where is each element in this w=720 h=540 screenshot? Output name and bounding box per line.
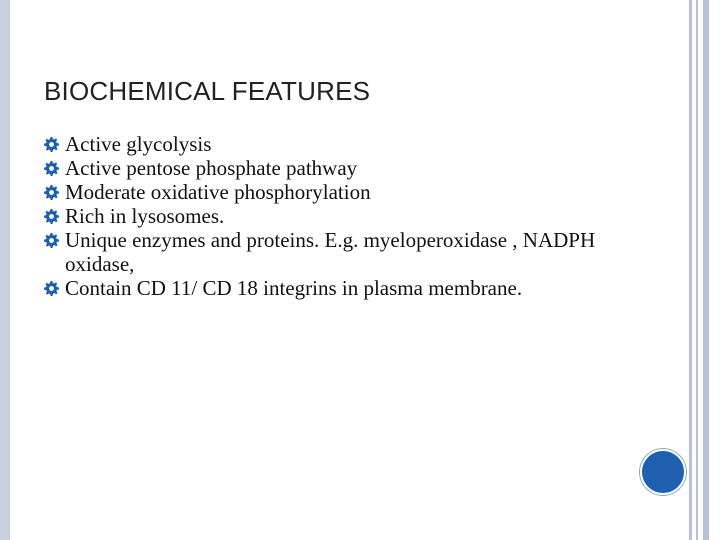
right-frame-line <box>703 0 709 540</box>
bullet-text: Contain CD 11/ CD 18 integrins in plasma membrane. <box>65 276 523 300</box>
slide-title: BIOCHEMICAL FEATURES <box>44 76 371 106</box>
right-frame-line <box>696 0 698 540</box>
gear-icon <box>44 209 59 224</box>
bullet-text: Active pentose phosphate pathway <box>65 156 358 180</box>
bullet-item <box>44 228 644 276</box>
left-frame-bar <box>0 0 10 540</box>
gear-icon <box>44 161 59 176</box>
decorative-circle <box>640 449 686 495</box>
bullet-text: Rich in lysosomes. <box>65 204 225 228</box>
gear-icon <box>44 233 59 248</box>
bullet-text: Unique enzymes and proteins. E.g. myeloperoxidase , NADPH oxidase, <box>65 228 596 276</box>
gear-icon <box>44 185 59 200</box>
bullet-item <box>44 180 644 204</box>
gear-icon <box>44 281 59 296</box>
bullet-text: Moderate oxidative phosphorylation <box>65 180 371 204</box>
bullet-text: Active glycolysis <box>65 132 212 156</box>
bullet-item <box>44 276 644 300</box>
gear-icon <box>44 137 59 152</box>
right-frame-line <box>689 0 692 540</box>
bullet-item <box>44 132 644 156</box>
bullet-item <box>44 156 644 180</box>
bullet-list <box>44 132 644 300</box>
bullet-item <box>44 204 644 228</box>
